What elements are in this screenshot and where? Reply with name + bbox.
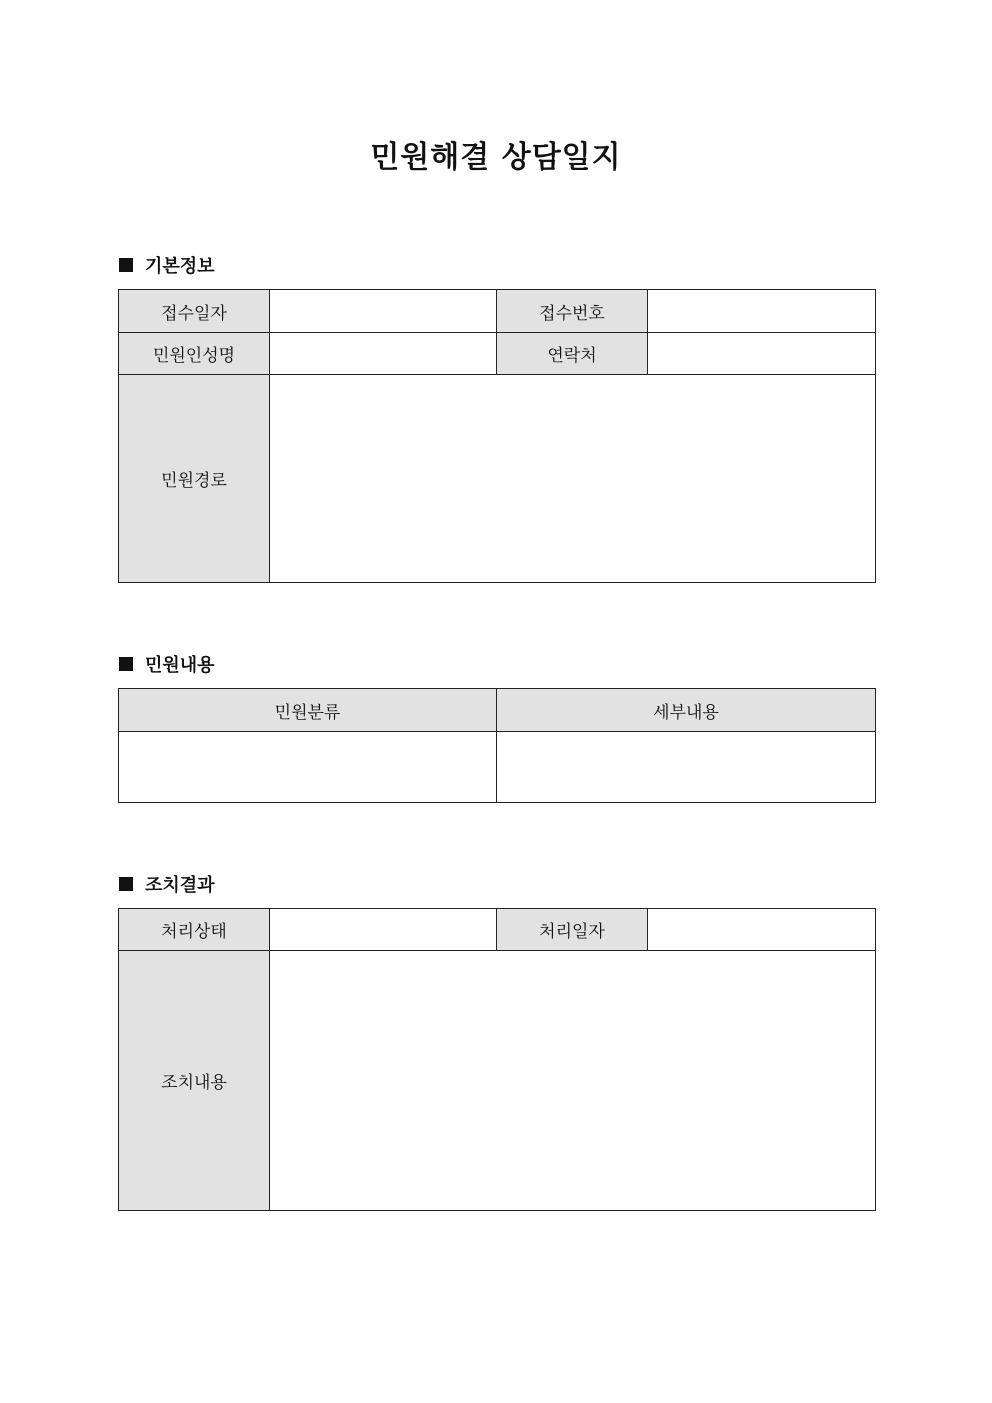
square-bullet-icon [119, 258, 133, 272]
contact-field[interactable] [648, 333, 876, 375]
page-title: 민원해결 상담일지 [370, 140, 622, 175]
person-name-field[interactable] [270, 333, 497, 375]
section-heading-label: 기본정보 [145, 256, 215, 277]
person-name-label: 민원인성명 [119, 333, 270, 375]
detail-content-field[interactable] [497, 732, 876, 803]
process-date-label: 처리일자 [497, 909, 648, 951]
section-heading-basic-info [119, 252, 215, 278]
action-result-table [118, 908, 876, 1211]
detail-content-label: 세부내용 [497, 689, 876, 732]
section-heading-label: 민원내용 [145, 655, 215, 676]
receipt-date-field[interactable] [270, 290, 497, 333]
contact-label: 연락처 [497, 333, 648, 375]
receipt-number-label: 접수번호 [497, 290, 648, 333]
complaint-category-label: 민원분류 [119, 689, 497, 732]
complaint-category-field[interactable] [119, 732, 497, 803]
complaint-route-label: 민원경로 [119, 375, 270, 583]
receipt-date-label: 접수일자 [119, 290, 270, 333]
process-status-label: 처리상태 [119, 909, 270, 951]
process-status-field[interactable] [270, 909, 497, 951]
square-bullet-icon [119, 657, 133, 671]
action-content-label: 조치내용 [119, 951, 270, 1211]
square-bullet-icon [119, 877, 133, 891]
section-heading-complaint-content [119, 651, 215, 677]
section-heading-action-result [119, 871, 215, 897]
process-date-field[interactable] [648, 909, 876, 951]
receipt-number-field[interactable] [648, 290, 876, 333]
basic-info-table [118, 289, 876, 583]
section-heading-label: 조치결과 [145, 875, 215, 896]
action-content-field[interactable] [270, 951, 876, 1211]
complaint-route-field[interactable] [270, 375, 876, 583]
complaint-content-table [118, 688, 876, 803]
